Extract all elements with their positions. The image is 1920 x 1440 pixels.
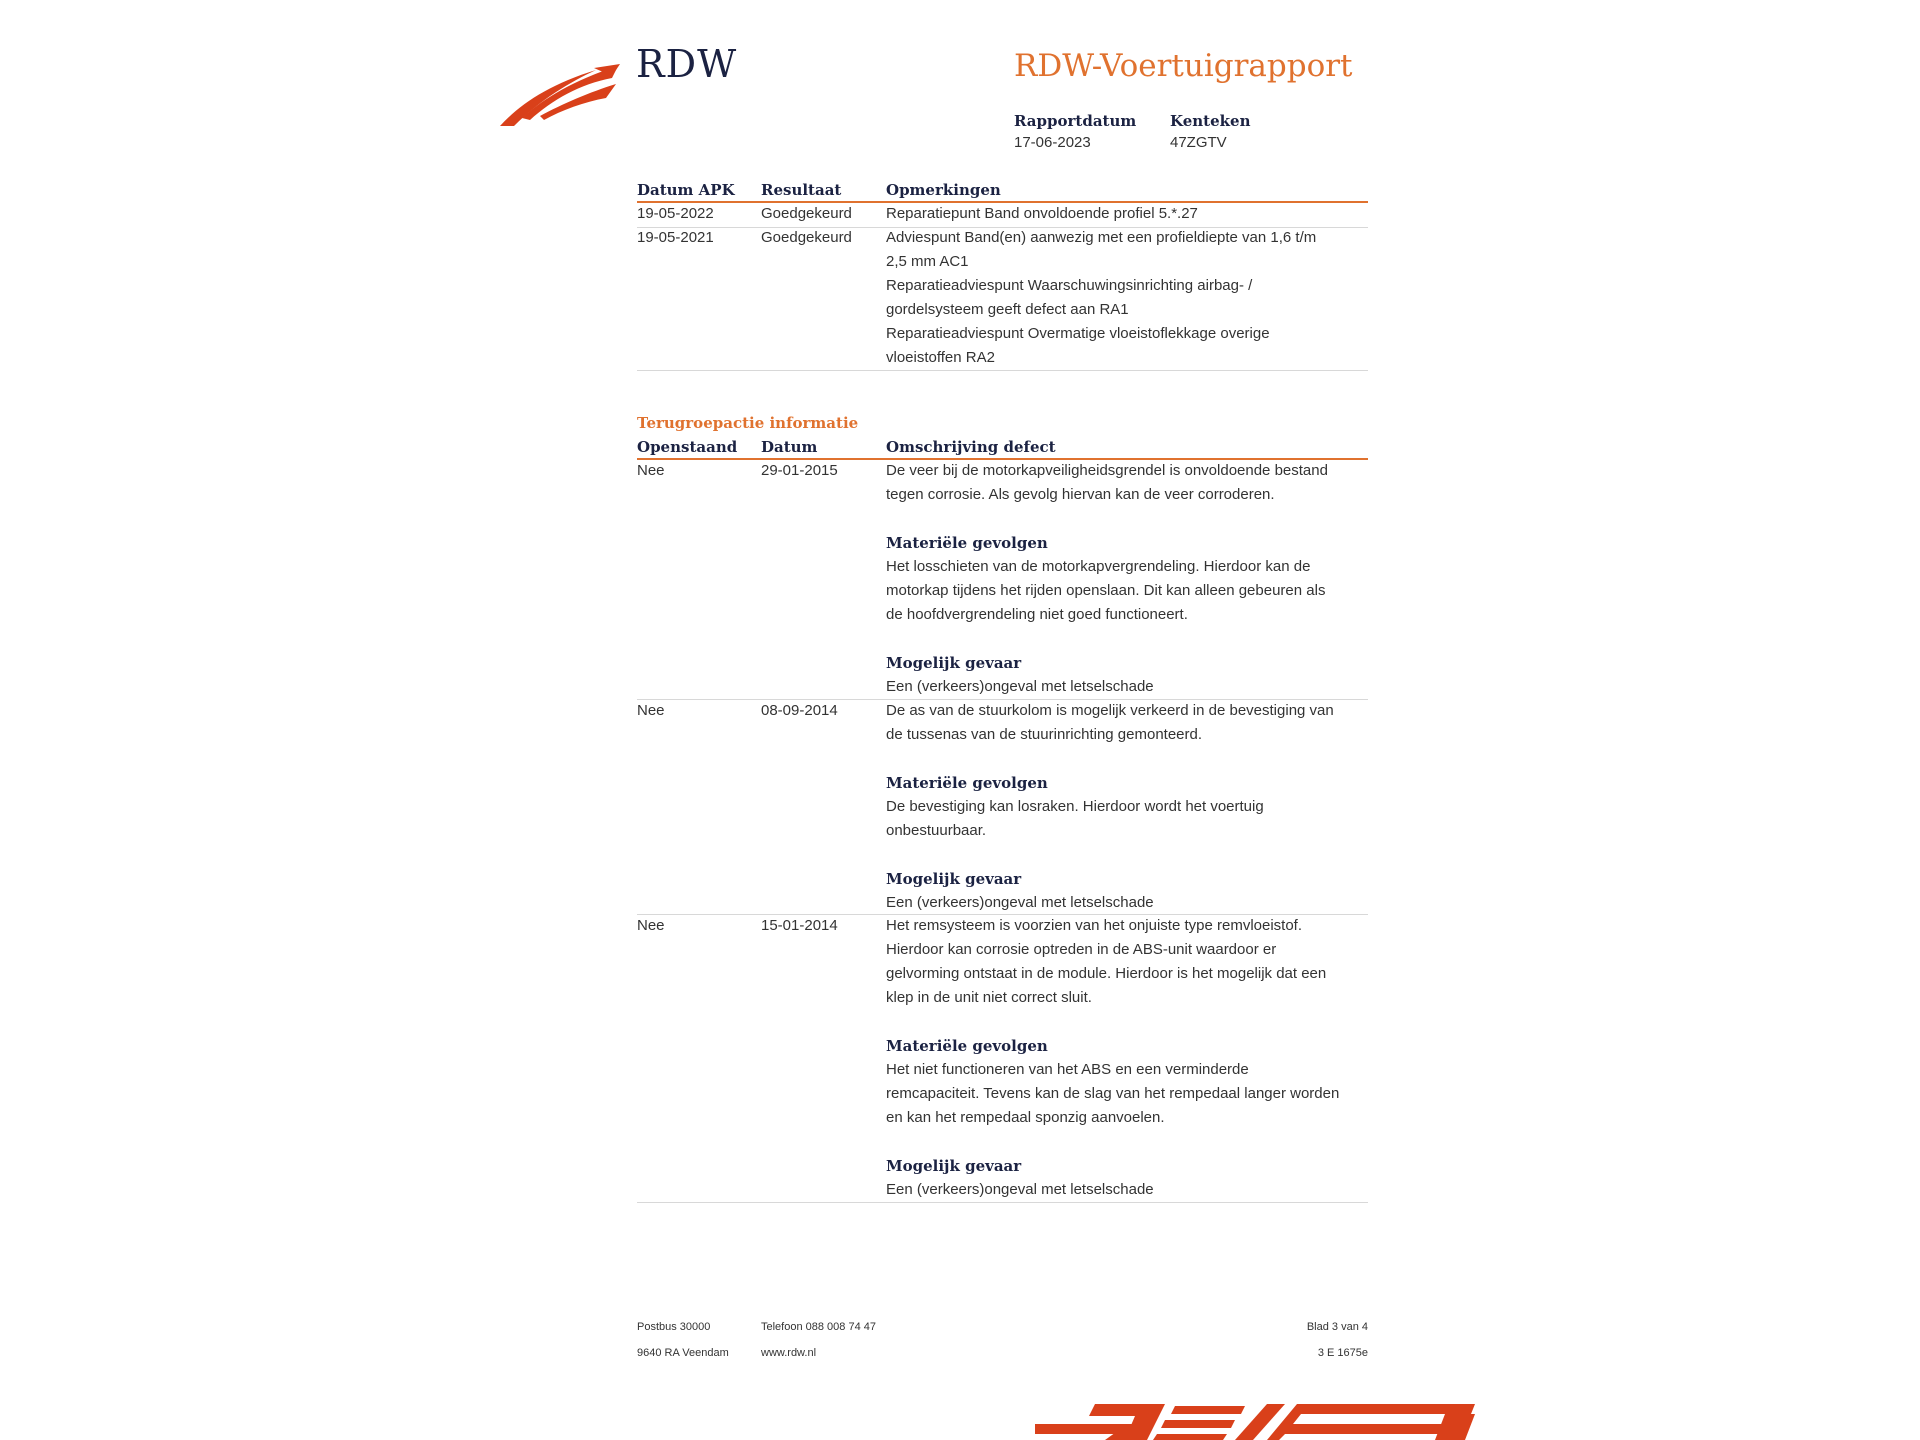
recall-row-1-datum: 29-01-2015 — [761, 462, 838, 479]
recall-row-3-omschrijving — [886, 914, 1356, 1202]
gevolgen-line: De bevestiging kan losraken. Hierdoor wordt het voertuig — [886, 798, 1264, 815]
gevolgen-line: onbestuurbaar. — [886, 822, 987, 839]
gevaar-line: Een (verkeers)ongeval met letselschade — [886, 894, 1154, 911]
gevolgen-heading: Materiële gevolgen — [886, 774, 1048, 792]
gevolgen-line: de hoofdvergrendeling niet goed functioneert. — [886, 606, 1188, 623]
recall-header-datum: Datum — [761, 438, 818, 456]
report-title: RDW-Voertuigrapport — [1014, 48, 1353, 84]
apk-row-2-datum: 19-05-2021 — [637, 229, 714, 246]
gevaar-line: Een (verkeers)ongeval met letselschade — [886, 678, 1154, 695]
apk-row-2-resultaat: Goedgekeurd — [761, 229, 852, 246]
gevolgen-line: en kan het rempedaal sponzig aanvoelen. — [886, 1109, 1165, 1126]
apk-row-1-datum: 19-05-2022 — [637, 205, 714, 222]
apk-row-2-opmerkingen — [886, 226, 1356, 370]
defect-line: De as van de stuurkolom is mogelijk verkeerd in de bevestiging van — [886, 702, 1334, 719]
gevaar-heading: Mogelijk gevaar — [886, 870, 1022, 888]
rdw-logo-icon — [500, 64, 622, 130]
recall-table-end-rule — [637, 1202, 1368, 1203]
recall-row-3-openstaand: Nee — [637, 917, 665, 934]
gevolgen-line: remcapaciteit. Tevens kan de slag van het rempedaal langer worden — [886, 1085, 1340, 1102]
gevaar-heading: Mogelijk gevaar — [886, 654, 1022, 672]
footer-postcode: 9640 RA Veendam — [637, 1347, 729, 1359]
footer-code: 3 E 1675e — [1317, 1347, 1368, 1359]
apk-row-1-resultaat: Goedgekeurd — [761, 205, 852, 222]
rapportdatum-label: Rapportdatum — [1014, 112, 1137, 130]
gevolgen-line: motorkap tijdens het rijden openslaan. Dit kan alleen gebeuren als — [886, 582, 1326, 599]
kenteken-label: Kenteken — [1170, 112, 1251, 130]
rapportdatum-value: 17-06-2023 — [1014, 134, 1091, 151]
gevolgen-line: Het losschieten van de motorkapvergrendeling. Hierdoor kan de — [886, 558, 1311, 575]
decorative-stripes-icon — [1035, 1400, 1475, 1440]
footer-website[interactable]: www.rdw.nl — [761, 1347, 817, 1359]
recall-row-2-datum: 08-09-2014 — [761, 702, 838, 719]
recall-row-2-omschrijving — [886, 699, 1356, 915]
apk-header-datum: Datum APK — [637, 181, 735, 199]
recall-row-3-datum: 15-01-2014 — [761, 917, 838, 934]
apk-row-1-opmerkingen — [886, 202, 1356, 226]
footer-postbus: Postbus 30000 — [637, 1321, 711, 1333]
recall-header-omschrijving: Omschrijving defect — [886, 438, 1056, 456]
kenteken-value: 47ZGTV — [1170, 134, 1227, 151]
apk-table-end-rule — [637, 370, 1368, 371]
defect-line: gelvorming ontstaat in de module. Hierdoor is het mogelijk dat een — [886, 965, 1327, 982]
opmerking-line: Reparatieadviespunt Overmatige vloeistoflekkage overige — [886, 325, 1270, 342]
defect-line: De veer bij de motorkapveiligheidsgrendel is onvoldoende bestand — [886, 462, 1328, 479]
defect-line: Hierdoor kan corrosie optreden in de ABS-unit waardoor er — [886, 941, 1277, 958]
recall-row-2-openstaand: Nee — [637, 702, 665, 719]
recall-section-title: Terugroepactie informatie — [637, 414, 859, 432]
apk-header-opmerkingen: Opmerkingen — [886, 181, 1001, 199]
defect-line: Het remsysteem is voorzien van het onjuiste type remvloeistof. — [886, 917, 1303, 934]
gevolgen-heading: Materiële gevolgen — [886, 1037, 1048, 1055]
opmerking-line: Reparatieadviespunt Waarschuwingsinrichting airbag- / — [886, 277, 1253, 294]
opmerking-line: gordelsysteem geeft defect aan RA1 — [886, 301, 1129, 318]
opmerking-line: Reparatiepunt Band onvoldoende profiel 5.*.27 — [886, 205, 1198, 222]
recall-row-1-omschrijving — [886, 459, 1356, 699]
gevolgen-heading: Materiële gevolgen — [886, 534, 1048, 552]
gevolgen-line: Het niet functioneren van het ABS en een verminderde — [886, 1061, 1249, 1078]
logo-text: RDW — [636, 42, 738, 86]
gevaar-line: Een (verkeers)ongeval met letselschade — [886, 1181, 1154, 1198]
footer-telefoon: Telefoon 088 008 74 47 — [761, 1321, 876, 1333]
gevaar-heading: Mogelijk gevaar — [886, 1157, 1022, 1175]
opmerking-line: vloeistoffen RA2 — [886, 349, 995, 366]
defect-line: klep in de unit niet correct sluit. — [886, 989, 1092, 1006]
apk-header-resultaat: Resultaat — [761, 181, 842, 199]
opmerking-line: Adviespunt Band(en) aanwezig met een profieldiepte van 1,6 t/m — [886, 229, 1317, 246]
footer-blad: Blad 3 van 4 — [1306, 1321, 1368, 1333]
opmerking-line: 2,5 mm AC1 — [886, 253, 969, 270]
defect-line: tegen corrosie. Als gevolg hiervan kan de veer corroderen. — [886, 486, 1275, 503]
recall-row-1-openstaand: Nee — [637, 462, 665, 479]
defect-line: de tussenas van de stuurinrichting gemonteerd. — [886, 726, 1203, 743]
recall-header-openstaand: Openstaand — [637, 438, 738, 456]
